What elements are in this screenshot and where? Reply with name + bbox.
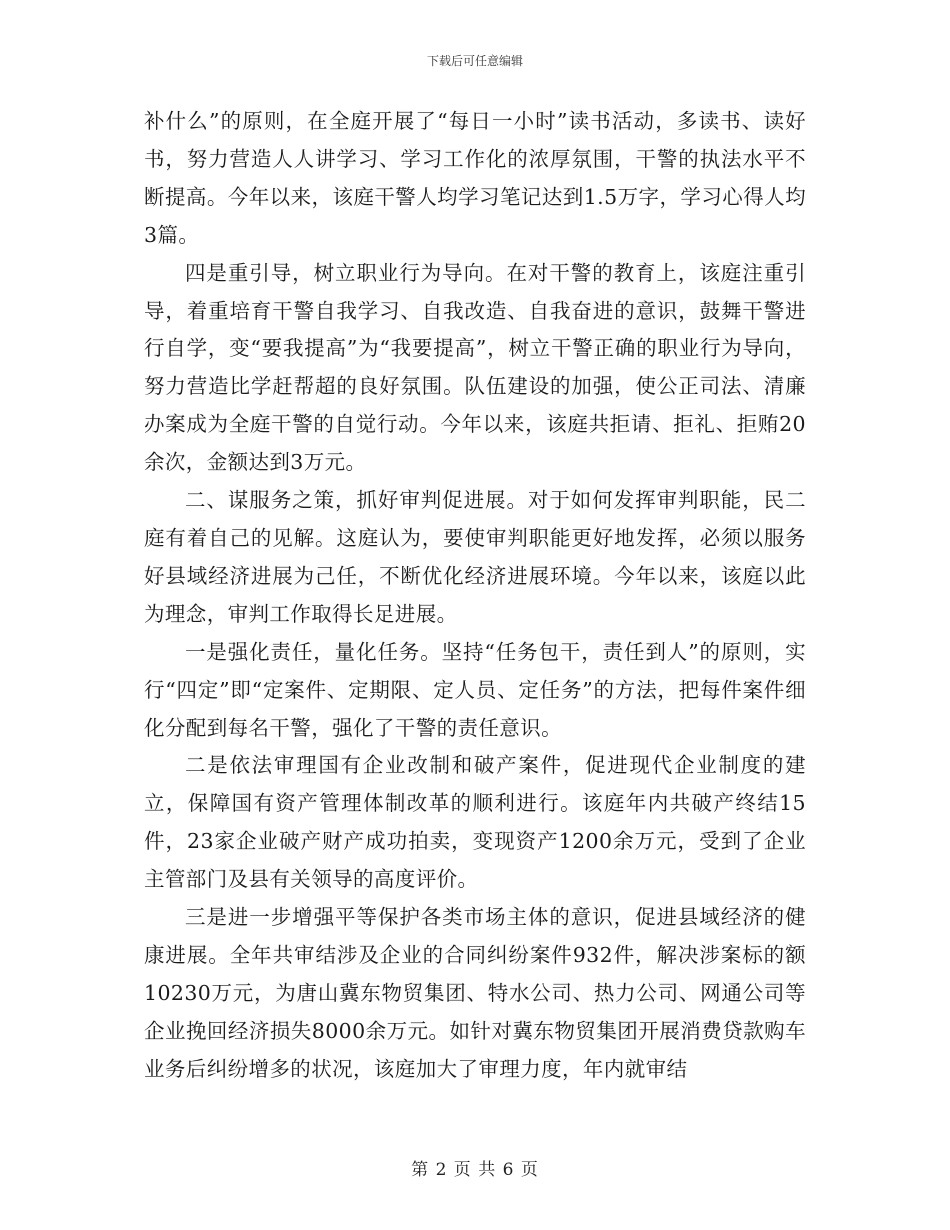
paragraph: 四是重引导，树立职业行为导向。在对干警的教育上，该庭注重引导，着重培育干警自我学习、自我改造、自我奋进的意识，鼓舞干警进行自学，变“要我提高”为“我要提高”，树立干警正确的职业行为导向，努力营造比学赶帮超的良好氛围。队伍建设的加强，使公正司法、清廉办案成为全庭干警的自觉行动。今年以来，该庭共拒请、拒礼、拒贿20余次，金额达到3万元。 [144, 260, 806, 475]
paragraph-continued: 补什么”的原则，在全庭开展了“每日一小时”读书活动，多读书、读好书，努力营造人人讲学习、学习工作化的浓厚氛围，干警的执法水平不断提高。今年以来，该庭干警人均学习笔记达到1.5万字，学习心得人均3篇。 [144, 109, 806, 247]
paragraph: 一是强化责任，量化任务。坚持“任务包干，责任到人”的原则，实行“四定”即“定案件、定期限、定人员、定任务”的方法，把每件案件细化分配到每名干警，强化了干警的责任意识。 [144, 639, 806, 740]
paragraph: 二是依法审理国有企业改制和破产案件，促进现代企业制度的建立，保障国有资产管理体制改革的顺利进行。该庭年内共破产终结15件，23家企业破产财产成功拍卖，变现资产1200余万元，受到了企业主管部门及县有关领导的高度评价。 [144, 753, 806, 892]
header-note: 下载后可任意编辑 [426, 54, 523, 68]
paragraph: 三是进一步增强平等保护各类市场主体的意识，促进县域经济的健康进展。全年共审结涉及企业的合同纠纷案件932件，解决涉案标的额10230万元，为唐山冀东物贸集团、特水公司、热力公司、网通公司等企业挽回经济损失8000余万元。如针对冀东物贸集团开展消费贷款购车业务后纠纷增多的状况，该庭加大了审理力度，年内就审结 [144, 905, 806, 1081]
paragraph: 二、谋服务之策，抓好审判促进展。对于如何发挥审判职能，民二庭有着自己的见解。这庭认为，要使审判职能更好地发挥，必须以服务好县域经济进展为己任，不断优化经济进展环境。今年以来，该庭以此为理念，审判工作取得长足进展。 [144, 488, 806, 626]
body-text [144, 103, 806, 1089]
page-number-footer: 第 2 页 共 6 页 [411, 1160, 539, 1180]
